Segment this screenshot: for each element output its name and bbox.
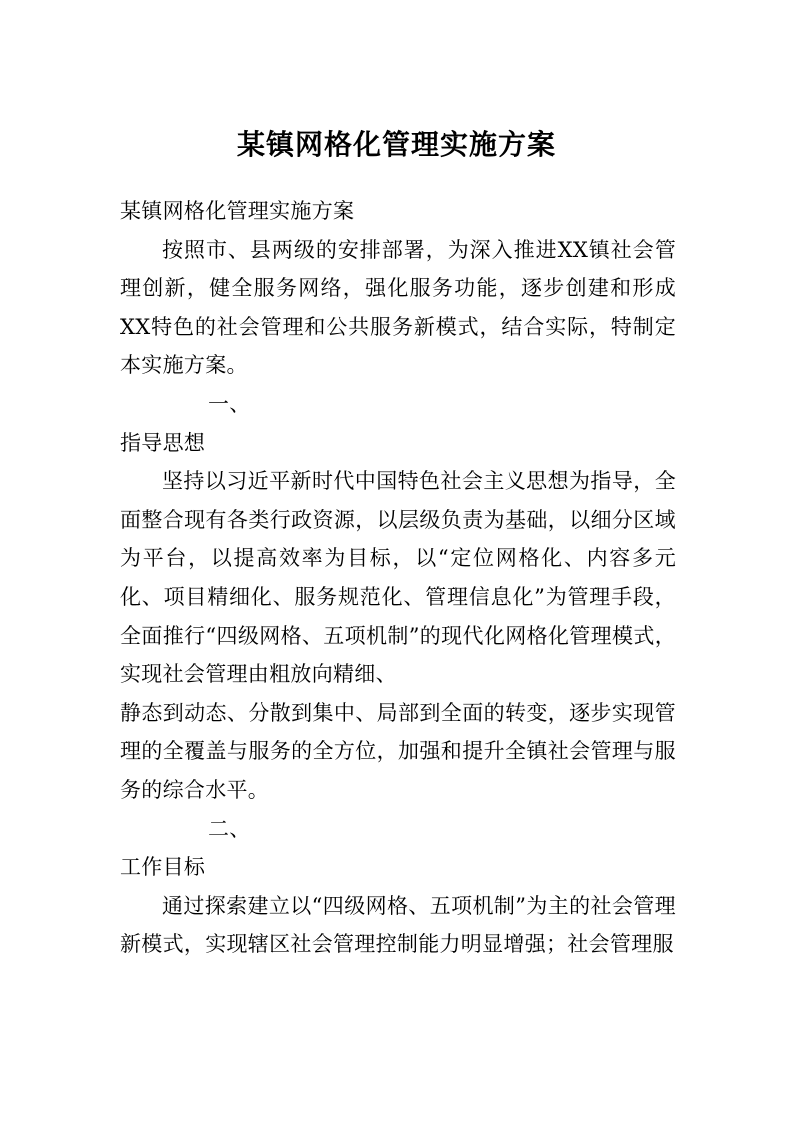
section-1-heading: 指导思想 (120, 430, 206, 455)
section-1-paragraph: 坚持以习近平新时代中国特色社会主义思想为指导，全面整合现有各类行政资源，以层级负责为基础，以细分区域为平台，以提高效率为目标，以“定位网格化、内容多元化、项目精细化、服务规范化、管理信息化”为管理手段，全面推行“四级网格、五项机制”的现代化网格化管理模式，实现社会管理由粗放向精细、 (120, 469, 676, 687)
section-2-number: 二、 (208, 816, 251, 841)
section-1-continuation: 静态到动态、分散到集中、局部到全面的转变，逐步实现管理的全覆盖与服务的全方位，加强和提升全镇社会管理与服务的综合水平。 (120, 700, 676, 802)
intro-paragraph: 按照市、县两级的安排部署，为深入推进XX镇社会管理创新，健全服务网络，强化服务功能，逐步创建和形成XX特色的社会管理和公共服务新模式，结合实际，特制定本实施方案。 (120, 237, 676, 378)
document-title: 某镇网格化管理实施方案 (236, 128, 556, 161)
document-body (120, 192, 676, 964)
section-2-heading: 工作目标 (120, 855, 206, 880)
section-2-paragraph: 通过探索建立以“四级网格、五项机制”为主的社会管理新模式，实现辖区社会管理控制能力明显增强；社会管理服 (120, 893, 676, 957)
document-subtitle: 某镇网格化管理实施方案 (120, 199, 355, 223)
section-1-number: 一、 (208, 391, 251, 416)
